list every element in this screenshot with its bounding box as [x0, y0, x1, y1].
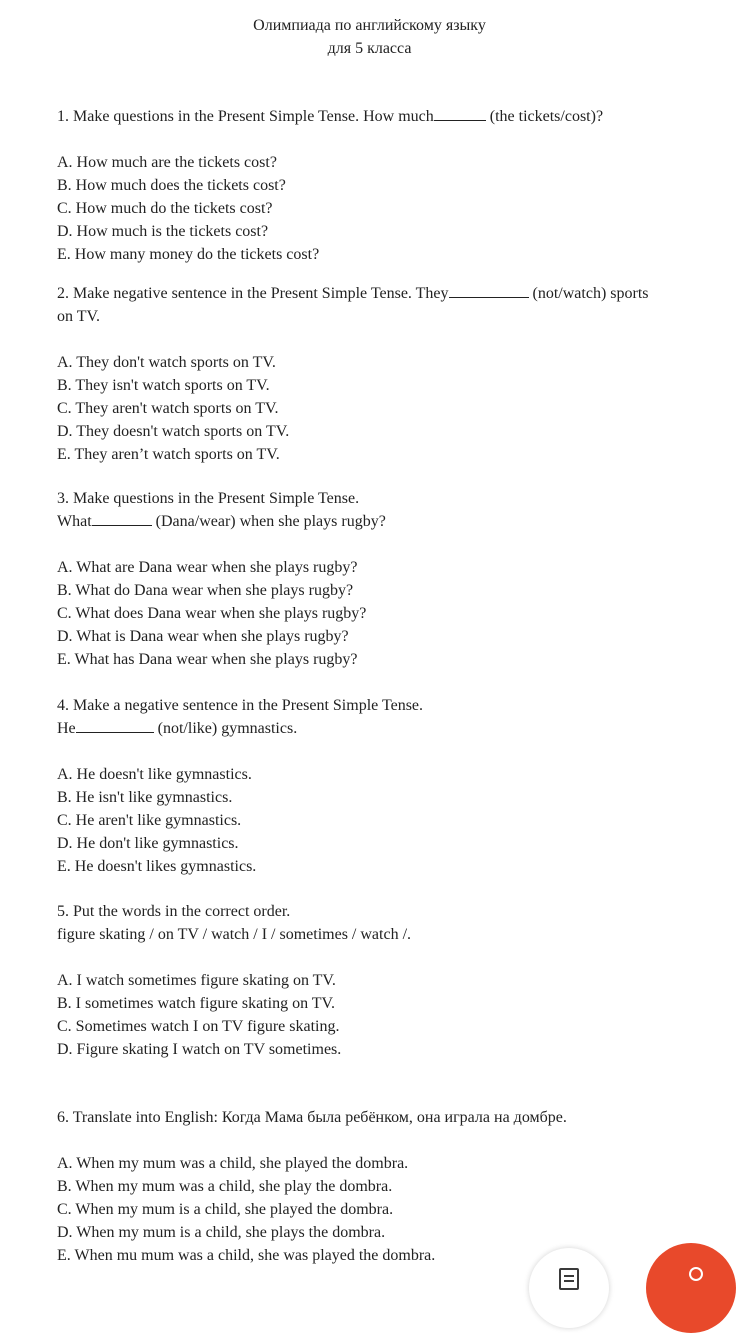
option-c: C. What does Dana wear when she plays rugby?	[57, 605, 367, 622]
question-6	[57, 1106, 717, 1267]
option-a: A. He doesn't like gymnastics.	[57, 766, 252, 783]
question-prompt-cont: figure skating / on TV / watch / I / sometimes / watch /.	[57, 926, 412, 943]
option-a: A. They don't watch sports on TV.	[57, 354, 276, 371]
option-c: C. They aren't watch sports on TV.	[57, 400, 279, 417]
option-b: B. I sometimes watch figure skating on TV.	[57, 995, 336, 1012]
header-title: Олимпиада по английскому языку	[253, 17, 486, 34]
option-b: B. He isn't like gymnastics.	[57, 789, 233, 806]
option-b: B. When my mum was a child, she play the dombra.	[57, 1178, 393, 1195]
option-d: D. They doesn't watch sports on TV.	[57, 423, 290, 440]
header-subtitle: для 5 класса	[327, 40, 412, 57]
option-c: C. He aren't like gymnastics.	[57, 812, 242, 829]
question-prompt: 1. Make questions in the Present Simple Tense. How much (the tickets/cost)?	[57, 108, 604, 125]
answer-blank	[434, 106, 486, 121]
option-e: E. What has Dana wear when she plays rugby?	[57, 651, 358, 668]
answer-blank	[92, 511, 152, 526]
answer-blank	[76, 718, 154, 733]
question-1	[57, 105, 717, 266]
document-icon	[559, 1268, 579, 1290]
option-b: B. What do Dana wear when she plays rugby?	[57, 582, 354, 599]
question-3	[57, 487, 717, 671]
page-header	[0, 14, 739, 60]
search-icon	[689, 1267, 703, 1281]
option-a: A. How much are the tickets cost?	[57, 154, 277, 171]
question-4	[57, 694, 717, 878]
option-c: C. When my mum is a child, she played the dombra.	[57, 1201, 394, 1218]
option-d: D. When my mum is a child, she plays the dombra.	[57, 1224, 386, 1241]
option-a: A. What are Dana wear when she plays rugby?	[57, 559, 358, 576]
option-b: B. How much does the tickets cost?	[57, 177, 286, 194]
document-button[interactable]	[529, 1248, 609, 1328]
option-e: E. He doesn't likes gymnastics.	[57, 858, 257, 875]
option-e: E. How many money do the tickets cost?	[57, 246, 320, 263]
option-b: B. They isn't watch sports on TV.	[57, 377, 270, 394]
question-2	[57, 282, 717, 466]
option-c: C. Sometimes watch I on TV figure skating.	[57, 1018, 340, 1035]
option-d: D. Figure skating I watch on TV sometimes.	[57, 1041, 342, 1058]
option-e: E. When mu mum was a child, she was played the dombra.	[57, 1247, 436, 1264]
option-e: E. They aren’t watch sports on TV.	[57, 446, 280, 463]
question-prompt: 2. Make negative sentence in the Present Simple Tense. They (not/watch) sports	[57, 285, 649, 302]
option-d: D. How much is the tickets cost?	[57, 223, 269, 240]
search-button[interactable]	[646, 1243, 736, 1333]
question-5	[57, 900, 717, 1061]
question-prompt-cont: He (not/like) gymnastics.	[57, 720, 298, 737]
question-prompt: 5. Put the words in the correct order.	[57, 903, 291, 920]
question-prompt-cont: on TV.	[57, 308, 100, 325]
option-c: C. How much do the tickets cost?	[57, 200, 273, 217]
option-d: D. What is Dana wear when she plays rugby?	[57, 628, 349, 645]
option-a: A. When my mum was a child, she played the dombra.	[57, 1155, 409, 1172]
answer-blank	[449, 283, 529, 298]
question-prompt: 4. Make a negative sentence in the Present Simple Tense.	[57, 697, 424, 714]
question-prompt: 6. Translate into English: Когда Мама была ребёнком, она играла на домбре.	[57, 1109, 567, 1126]
option-a: A. I watch sometimes figure skating on TV.	[57, 972, 336, 989]
option-d: D. He don't like gymnastics.	[57, 835, 239, 852]
question-prompt: 3. Make questions in the Present Simple Tense.	[57, 490, 360, 507]
question-prompt-cont: What (Dana/wear) when she plays rugby?	[57, 513, 386, 530]
